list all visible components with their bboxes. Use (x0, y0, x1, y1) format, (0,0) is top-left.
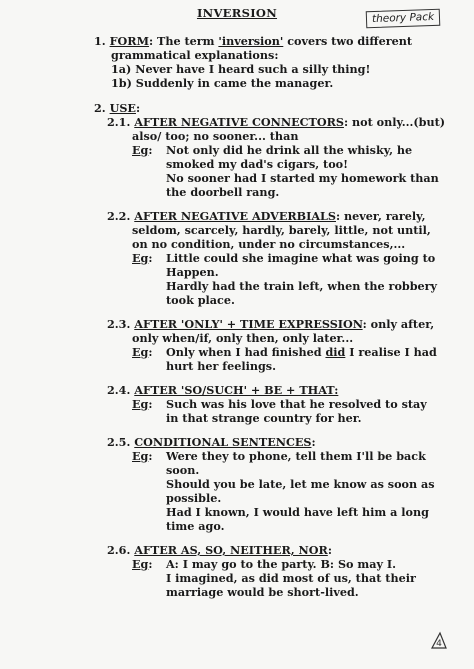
example-sentence: Were they to phone, tell them I'll be back (166, 449, 426, 463)
example-sentence: Such was his love that he resolved to stay (166, 397, 427, 411)
body-text: seldom, scarcely, hardly, barely, little, not until, (132, 223, 431, 237)
subsection-number: 2.2. (107, 209, 131, 223)
eg-label: Eg: (132, 449, 153, 463)
example-sentence: Little could she imagine what was going to (166, 251, 436, 265)
example-sentence: Had I known, I would have left him a long (166, 505, 429, 519)
example-sentence: in that strange country for her. (166, 411, 362, 425)
subsection-number: 2.4. (107, 383, 131, 397)
subsection-heading: AFTER 'SO/SUCH' + BE + THAT: (134, 383, 339, 397)
handwritten-note: theory Pack (366, 9, 441, 29)
example-sentence: Only when I had finished did I realise I had (166, 345, 437, 359)
eg-label: Eg: (132, 251, 153, 265)
example-sentence: the doorbell rang. (166, 185, 280, 199)
subsection-heading: AFTER 'ONLY' + TIME EXPRESSION (134, 317, 363, 331)
subsection-negative-adverbials: 2.2. AFTER NEGATIVE ADVERBIALS: never, rarely, (107, 209, 426, 223)
eg-label: Eg: (132, 345, 153, 359)
subsection-negative-connectors: 2.1. AFTER NEGATIVE CONNECTORS: not only...(but) (107, 115, 446, 129)
section-number: 2. (94, 101, 106, 115)
page-mark-number: 4 (436, 639, 442, 649)
eg-label: Eg: (132, 557, 153, 571)
section-form: 1. FORM: The term 'inversion' covers two different (94, 34, 413, 48)
example-sentence: smoked my dad's cigars, too! (166, 157, 349, 171)
example-sentence: A: I may go to the party. B: So may I. (166, 557, 396, 571)
example-sentence: time ago. (166, 519, 225, 533)
body-text: on no condition, under no circumstances,... (132, 237, 406, 251)
example-sentence: Not only did he drink all the whisky, he (166, 143, 413, 157)
eg-label: Eg: (132, 397, 153, 411)
body-text: also/ too; no sooner... than (132, 129, 299, 143)
subsection-heading: AFTER AS, SO, NEITHER, NOR (134, 543, 328, 557)
subsection-so-such (107, 384, 338, 397)
section-heading: FORM (109, 34, 149, 48)
example-sentence: soon. (166, 463, 200, 477)
example-sentence: hurt her feelings. (166, 359, 276, 373)
section-number: 1. (94, 34, 106, 48)
example-sentence: Happen. (166, 265, 219, 279)
example-sentence: possible. (166, 491, 222, 505)
subsection-number: 2.1. (107, 115, 131, 129)
section-heading: USE (109, 101, 136, 115)
subsection-heading: AFTER NEGATIVE CONNECTORS (134, 115, 344, 129)
example-sentence: Should you be late, let me know as soon as (166, 477, 435, 491)
page-mark-icon (428, 630, 450, 652)
emphasis-did: did (325, 345, 346, 359)
subsection-heading: CONDITIONAL SENTENCES (134, 435, 312, 449)
body-text: grammatical explanations: (111, 48, 279, 62)
example-sentence: 1b) Suddenly in came the manager. (111, 76, 334, 90)
body-text: only when/if, only then, only later... (132, 331, 354, 345)
example-sentence: I imagined, as did most of us, that their (166, 571, 416, 585)
subsection-number: 2.3. (107, 317, 131, 331)
subsection-number: 2.5. (107, 435, 131, 449)
example-sentence: marriage would be short-lived. (166, 585, 359, 599)
page-title: INVERSION (196, 6, 278, 20)
example-sentence: Hardly had the train left, when the robbery (166, 279, 438, 293)
subsection-as-so-neither-nor: 2.6. AFTER AS, SO, NEITHER, NOR: (107, 543, 332, 557)
subsection-only-time-expression: 2.3. AFTER 'ONLY' + TIME EXPRESSION: only after, (107, 317, 435, 331)
eg-label: Eg: (132, 143, 153, 157)
subsection-number: 2.6. (107, 543, 131, 557)
subsection-conditional-sentences: 2.5. CONDITIONAL SENTENCES: (107, 435, 316, 449)
section-use: 2. USE: (94, 101, 141, 115)
example-sentence: 1a) Never have I heard such a silly thing! (111, 62, 371, 76)
example-sentence: No sooner had I started my homework than (166, 171, 439, 185)
example-sentence: took place. (166, 293, 235, 307)
subsection-heading: AFTER NEGATIVE ADVERBIALS (134, 209, 336, 223)
inversion-term: 'inversion' (218, 34, 284, 48)
